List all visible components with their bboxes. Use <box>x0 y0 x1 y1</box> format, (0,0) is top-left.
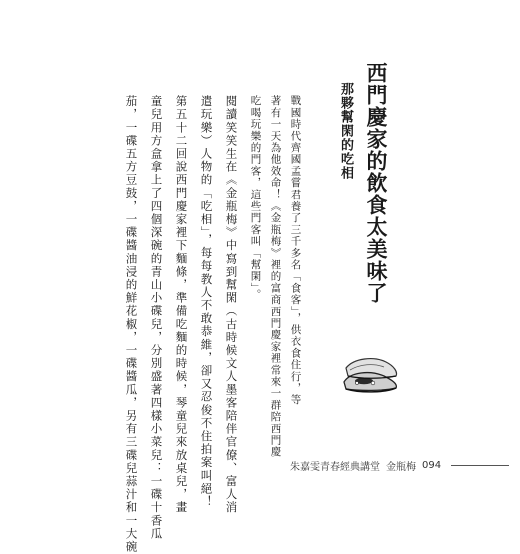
body-column: 閱讀笑笑生在《金瓶梅》中寫到幫閑（古時候文人墨客陪伴官僚、富人消 <box>224 95 239 515</box>
chapter-subtitle: 那夥幫閑的吃相 <box>338 82 353 180</box>
page-number: 094 <box>422 460 442 471</box>
page-footer <box>290 458 509 473</box>
body-column: 第五十二回說西門慶家裡下麵條，準備吃麵的時候，琴童兒來放桌兒，畫 <box>174 95 189 515</box>
body-column: 童兒用方盒拿上了四個深碗的青山小碟兒，分別盛著四樣小菜兒：一碟十香瓜 <box>149 95 164 541</box>
book-title: 朱嘉雯青春經典講堂 <box>290 462 380 473</box>
quote-column: 戰國時代齊國孟嘗君養了三千多名「食客」，供衣食住行，等 <box>289 95 302 406</box>
body-column: 遣玩樂）人物的「吃相」，每每教人不敢恭維，卻又忍俊不住拍案叫絕！ <box>199 95 214 509</box>
footer-author: 金瓶梅 <box>386 462 416 473</box>
quote-column: 著有一天為他效命！《金瓶梅》裡的富商西門慶家裡常來一群陪西門慶 <box>269 95 282 458</box>
body-column: 茄，一碟五方豆鼓，一碟醬油浸的鮮花椒，一碟醬瓜，另有三碟兒蒜汁和一大碗 <box>124 95 139 554</box>
chapter-title: 西門慶家的飲食太美味了 <box>364 62 389 304</box>
footer-rule <box>451 465 509 466</box>
quote-column: 吃喝玩樂的門客，這些門客叫「幫閑」。 <box>249 95 262 301</box>
embroidered-shoe-icon <box>340 348 402 398</box>
